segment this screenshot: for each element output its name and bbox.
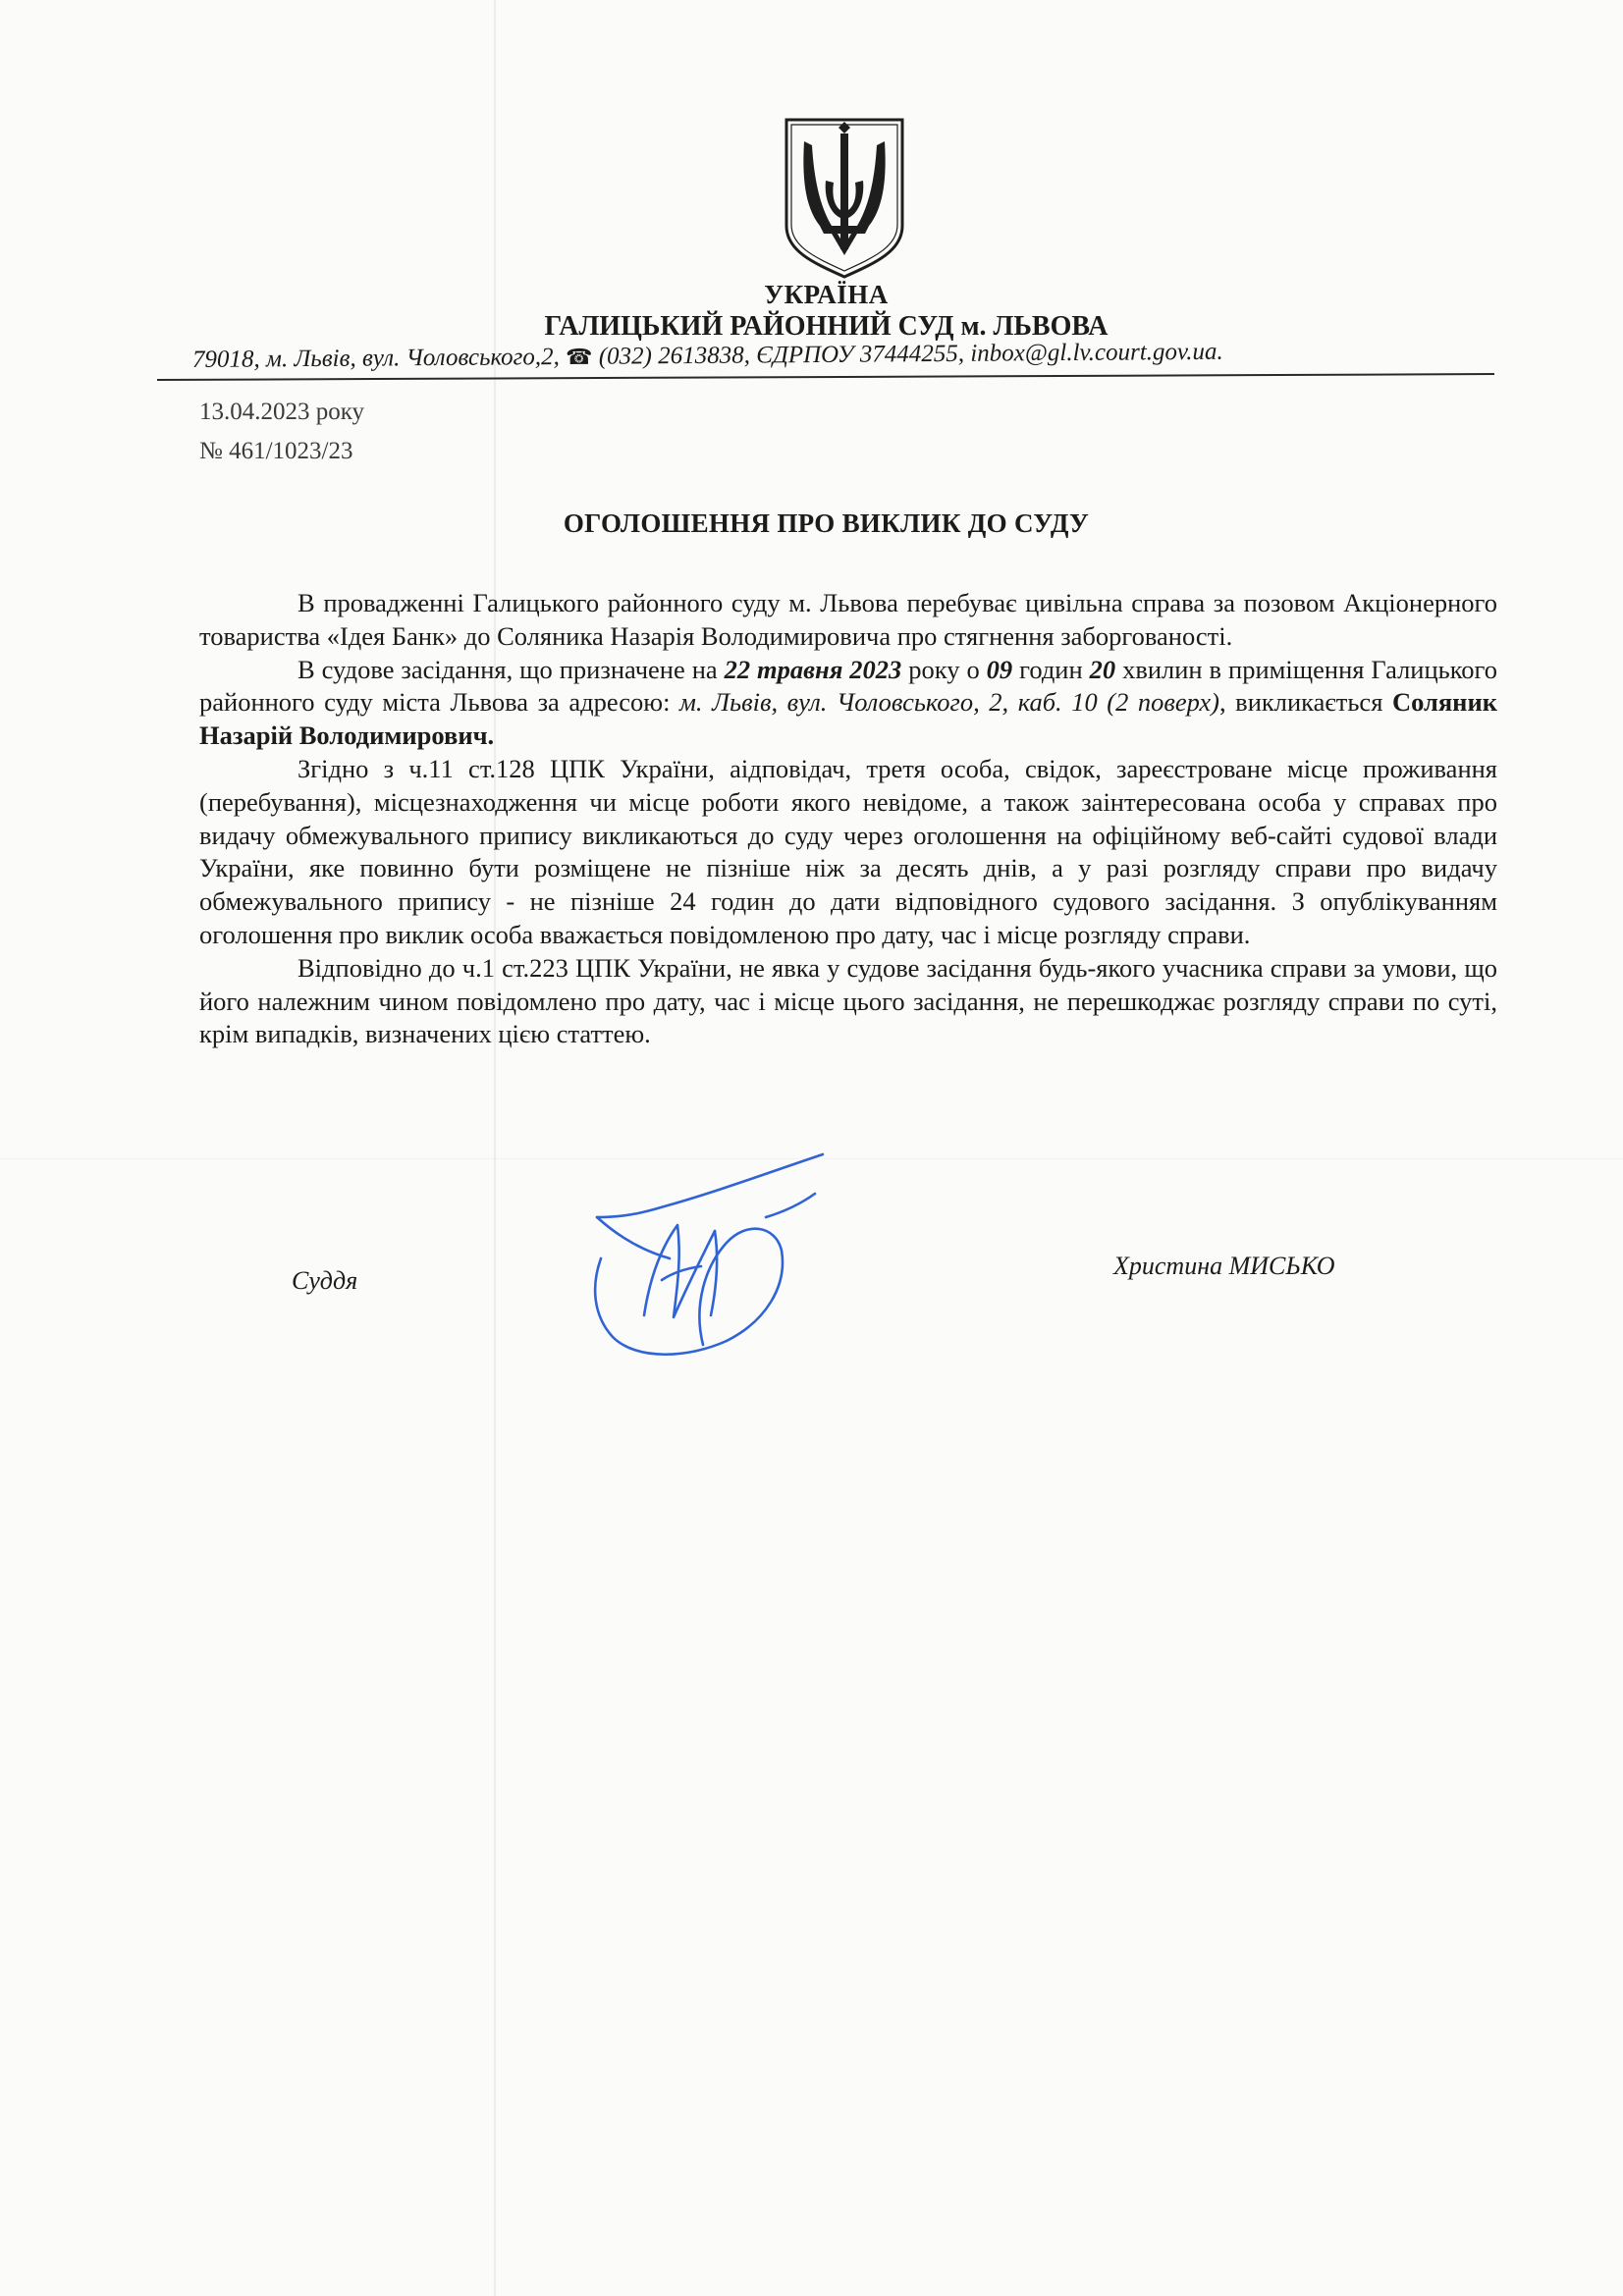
summoned-person: Соляник Назарій Володимирович.	[199, 687, 1497, 751]
hearing-hours: 09	[986, 654, 1013, 684]
coat-of-arms-icon	[781, 116, 908, 281]
hearing-minutes: 20	[1089, 654, 1116, 684]
address-text: 79018, м. Львів, вул. Чоловського,2,	[191, 344, 560, 373]
hearing-text: року о	[901, 654, 987, 684]
paragraph-legal-basis: Згідно з ч.11 ст.128 ЦПК України, аідповідач, третя особа, свідок, зареєстроване місце проживання (перебування), місцезнаходження чи місце роботи якого невідоме, а також заінтересована особа у справах про видачу обмежувального припису викликаються до суду через оголошення на офіційному веб-сайті судової влади України, яке повинно бути розміщене не пізніше ніж за десять днів, а у разі розгляду справи про видачу обмежувального припису - не пізніше 24 годин до дати відповідного судового засідання. З опублікуванням оголошення про виклик особа вважається повідомленою про дату, час і місце розгляду справи.	[199, 753, 1497, 949]
signer-name: Христина МИСЬКО	[1113, 1252, 1335, 1280]
telephone-icon: ☎	[566, 344, 593, 370]
document-body	[199, 587, 1497, 1051]
document-title: ОГОЛОШЕННЯ ПРО ВИКЛИК ДО СУДУ	[563, 508, 1090, 538]
paragraph-absence-rule: Відповідно до ч.1 ст.223 ЦПК України, не явка у судове засідання будь-якого учасника справи за умови, що його належним чином повідомлено про дату, час і місце цього засідання, не перешкоджає розгляду справи по суті, крім випадків, визначених цією статтею.	[199, 952, 1497, 1049]
paragraph-case-info: В провадженні Галицького районного суду м. Львова перебуває цивільна справа за позовом Акціонерного товариства «Ідея Банк» до Соляника Назарія Володимировича про стягнення заборгованості.	[199, 588, 1497, 651]
signer-title: Суддя	[292, 1266, 358, 1295]
document-date: 13.04.2023 року	[199, 399, 365, 425]
hearing-text: В судове засідання, що призначене на	[298, 654, 725, 684]
case-number: № 461/1023/23	[199, 438, 353, 464]
paragraph-hearing	[199, 654, 1497, 753]
court-name-heading: ГАЛИЦЬКИЙ РАЙОННИЙ СУД м. ЛЬВОВА	[544, 311, 1109, 342]
header-divider	[157, 373, 1494, 381]
contact-details: (032) 2613838, ЄДРПОУ 37444255, inbox@gl.lv.court.gov.ua.	[598, 338, 1223, 370]
handwritten-signature	[579, 1148, 835, 1374]
hearing-date: 22 травня 2023	[724, 654, 902, 684]
hearing-address: м. Львів, вул. Чоловського, 2, каб. 10 (2 поверх)	[679, 687, 1219, 718]
hearing-text: годин	[1012, 654, 1090, 684]
hearing-text: хвилин в приміщення Галицького районного суду міста Львова за адресою:	[199, 654, 1497, 718]
hearing-text: , викликається	[1219, 687, 1392, 718]
country-heading: УКРАЇНА	[764, 280, 889, 309]
